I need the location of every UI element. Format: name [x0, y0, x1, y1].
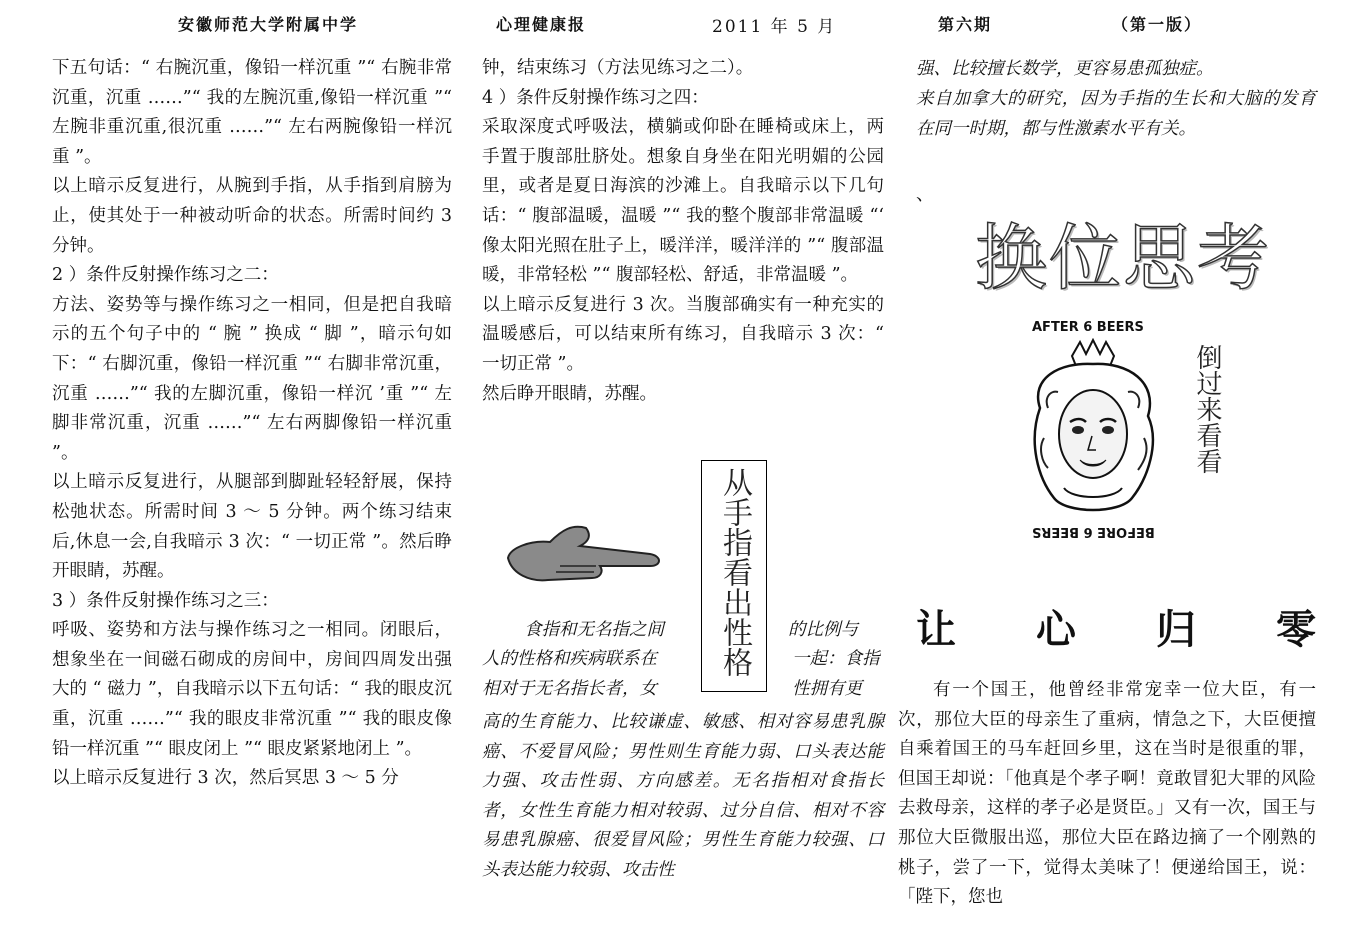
paragraph: 强、比较擅长数学，更容易患孤独症。: [916, 59, 1214, 79]
paragraph: 采取深度式呼吸法，横躺或仰卧在睡椅或床上，两手置于腹部肚脐处。想象自身坐在阳光明媚的公园里，或者是夏日海滨的沙滩上。自我暗示以下几句话：“ 腹部温暖，温暖 ”“ 我的整个腹部非常温暖 “‘ 像太阳光照在肚子上，暖洋洋，暖洋洋的 ”“ 腹部温暖，非常轻松 ”“ 腹部轻松、舒适，非常温暖 ”。: [482, 117, 884, 286]
paragraph: 以上暗示反复进行，从腕到手指，从手指到肩膀为止，使其处于一种被动听命的状态。所需时间约 3 分钟。: [52, 176, 452, 256]
title-char: 归: [1156, 607, 1196, 653]
image-caption-top: AFTER 6 BEERS: [1032, 320, 1144, 335]
swap-thinking-title: 换位思考: [975, 216, 1272, 300]
image-caption-bottom: BEFORE 6 BEERS: [1032, 524, 1155, 539]
article-column-1: [52, 54, 452, 794]
heart-zero-title: [916, 598, 1316, 655]
title-char: 心: [1036, 607, 1076, 653]
edition-label: （第一版）: [1112, 15, 1203, 34]
finger-article-body: 高的生育能力、比较谦虚、敏感、相对容易患乳腺癌、不爱冒风险；男性则生育能力弱、口头表达能力强、攻击性弱、方向感差。无名指相对食指长者，女性生育能力相对较弱、过分自信、相对不容易患乳腺癌、很爱冒风险；男性生育能力较强、口头表达能力较弱、攻击性: [482, 712, 884, 880]
article-column-2: [482, 54, 884, 409]
paragraph: 有一个国王，他曾经非常宠幸一位大臣，有一次，那位大臣的母亲生了重病，情急之下，大臣便擅自乘着国王的马车赶回乡里，这在当时是很重的罪，但国王却说：「他真是个孝子啊！竟敢冒犯大罪的风险去救母亲，这样的孝子必是贤臣。」又有一次，国王与那位大臣微服出巡，那位大臣在路边摘了一个刚熟的桃子，尝了一下，觉得太美味了！便递给国王，说：「陛下，您也: [898, 680, 1316, 908]
stray-mark: 、: [916, 184, 934, 205]
finger-title-box: [701, 460, 767, 692]
queen-illustration: [1020, 318, 1166, 544]
paragraph: 2 ）条件反射操作练习之二：: [52, 265, 279, 286]
article-column-3: [916, 54, 1316, 144]
issue-number: 第六期: [938, 15, 993, 34]
paragraph: 然后睁开眼睛，苏醒。: [482, 383, 657, 404]
wrap-line: 性拥有更: [792, 679, 862, 699]
paragraph: 呼吸、姿势和方法与操作练习之一相同。闭眼后，想象坐在一间磁石砌成的房间中，房间四周发出强大的 “ 磁力 ”，自我暗示以下五句话：“ 我的眼皮沉重，沉重 ……”“ 我的眼皮非常沉重 ”“ 我的眼皮像铅一样沉重 ”“ 眼皮闭上 ”“ 眼皮紧紧地闭上 ”。: [52, 620, 452, 759]
paper-name: 心理健康报: [496, 15, 587, 34]
paragraph: 以上暗示反复进行 3 次，然后冥思 3 ～ 5 分: [52, 768, 399, 789]
queen-face-icon: [1020, 338, 1166, 528]
paragraph: 3 ）条件反射操作练习之三：: [52, 590, 279, 611]
paragraph: 来自加拿大的研究，因为手指的生长和大脑的发育在同一时期，都与性激素水平有关。: [916, 89, 1316, 139]
king-story: [898, 676, 1316, 913]
pointing-hand-icon: [500, 520, 670, 590]
issue-date: 2011 年 5 月: [712, 17, 837, 37]
paragraph: 4 ）条件反射操作练习之四：: [482, 87, 709, 108]
title-char: 零: [1276, 607, 1316, 653]
paragraph: 以上暗示反复进行 3 次。当腹部确实有一种充实的温暖感后，可以结束所有练习，自我暗示 3 次：“ 一切正常 ”。: [482, 294, 884, 374]
wrap-line: 食指和无名指之间: [524, 620, 664, 640]
wrap-line: 人的性格和疾病联系在: [482, 649, 657, 669]
wrap-line: 相对于无名指长者，女: [482, 679, 657, 699]
paragraph: 以上暗示反复进行，从腿部到脚趾轻轻舒展，保持松弛状态。所需时间 3 ～ 5 分钟。两个练习结束后,休息一会,自我暗示 3 次：“ 一切正常 ”。然后睁开眼睛，苏醒。: [52, 472, 452, 582]
finger-title: 从手指看出性格: [717, 467, 752, 677]
paragraph: 钟，结束练习（方法见练习之二）。: [482, 58, 754, 78]
paragraph: 下五句话：“ 右腕沉重，像铅一样沉重 ”“ 右腕非常沉重，沉重 ……”“ 我的左腕沉重,像铅一样沉重 ”“ 左腕非重沉重,很沉重 ……”“ 左右两腕像铅一样沉重 ”。: [52, 58, 452, 167]
wrap-line: 的比例与: [788, 620, 858, 640]
paragraph: 方法、姿势等与操作练习之一相同，但是把自我暗示的五个句子中的 “ 腕 ” 换成 “ 脚 ”，暗示句如下：“ 右脚沉重，像铅一样沉重 ”“ 右脚非常沉重，沉重 ……”“ 我的左脚沉重，像铅一样沉 ’重 ”“ 左脚非常沉重，沉重 ……”“ 左右两脚像铅一样沉重 ”。: [52, 294, 452, 463]
school-name: 安徽师范大学附属中学: [178, 15, 359, 34]
title-char: 让: [916, 607, 956, 653]
wrap-line: 一起：食指: [792, 649, 880, 669]
upside-down-hint: 倒过来看看: [1192, 344, 1222, 474]
